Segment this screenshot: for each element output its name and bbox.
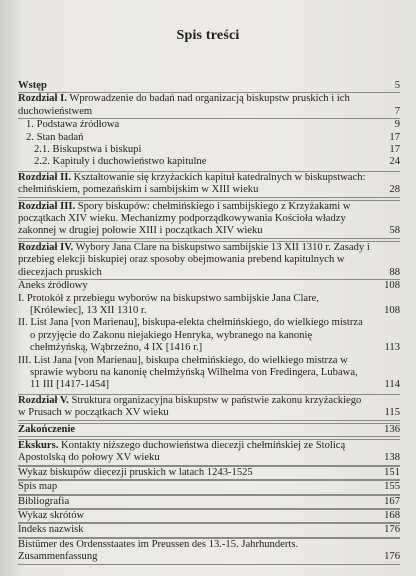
toc-entry-appendix-1: [18, 293, 400, 318]
entry-page: 113: [384, 342, 400, 354]
toc-entry-2-2: [18, 156, 400, 168]
entry-bold: Rozdział II.: [18, 171, 71, 183]
toc-entry-chapter-1: [18, 92, 400, 119]
toc-entry-abbreviations: [18, 509, 400, 523]
entry-bold: Rozdział V.: [18, 394, 69, 406]
entry-bold: Ekskurs.: [18, 439, 59, 451]
entry-page: 176: [384, 551, 400, 563]
entry-text: Bibliografia: [18, 495, 70, 507]
entry-page: 9: [394, 119, 400, 131]
toc-entry-excursus: [18, 439, 400, 466]
entry-page: 168: [384, 510, 400, 521]
entry-page: 17: [389, 144, 400, 156]
page-title: Spis treści: [176, 28, 240, 43]
entry-page: 17: [389, 131, 400, 143]
entry-page: 88: [389, 266, 400, 278]
entry-text: Kształtowanie się krzyżackich kapituł katedralnych w biskupstwach: chełmińskiem, pomezańskim i sambijskim w XIII wieku: [18, 171, 366, 196]
entry-bold: Rozdział I.: [18, 93, 67, 105]
entry-page: 114: [384, 379, 400, 391]
toc-entry-chapter-3: [18, 200, 400, 239]
entry-page: 138: [384, 452, 400, 464]
entry-page: 58: [389, 225, 400, 237]
toc-entry-summary: [18, 538, 400, 565]
toc-entry-appendix: [18, 280, 400, 292]
toc-entry-bibliography: [18, 495, 400, 509]
entry-bold: Wstęp: [18, 80, 47, 91]
entry-bold: Rozdział III.: [18, 200, 76, 212]
entry-page: 108: [384, 304, 400, 316]
entry-text: Wprowadzenie do badań nad organizacją biskupstw pruskich i ich duchowieństwem: [18, 93, 350, 117]
entry-page: 151: [384, 466, 400, 478]
entry-page: 7: [394, 105, 400, 117]
toc-entry-1: [18, 119, 400, 131]
entry-page: 167: [384, 495, 400, 507]
toc-entry-bishops-list: [18, 466, 400, 480]
toc-entry-2-1: [18, 144, 400, 156]
toc-entry-2: [18, 132, 400, 144]
entry-text: 1. Podstawa źródłowa: [26, 119, 120, 131]
entry-page: 24: [389, 156, 400, 168]
entry-text: I. Protokół z przebiegu wyborów na biskupstwo sambijskie Jana Clare, [Królewiec], 13 XII 1310 r.: [18, 292, 319, 316]
entry-text: Wykaz skrótów: [18, 510, 85, 521]
entry-page: 115: [384, 407, 400, 419]
entry-text: Struktura organizacyjna biskupstw w państwie zakonu krzyżackiego w Prusach w początkach XV wieku: [18, 394, 362, 419]
entry-text: Spis map: [18, 481, 58, 493]
entry-text: II. List Jana [von Marienau], biskupa-elekta chełmińskiego, do wielkiego mistrza o przyjęcie do Zakonu niejakiego Henryka, wybranego na kanonię chełmżyńską, Wąbrzeźno, 4 IX [1416 r.]: [18, 317, 363, 354]
entry-page: 136: [384, 423, 400, 435]
entry-text: 2. Stan badań: [26, 131, 84, 143]
entry-text: Indeks nazwisk: [18, 524, 84, 536]
entry-page: 176: [384, 524, 400, 536]
entry-text: Bistümer des Ordensstaates im Preussen des 13.-15. Jahrhunderts. Zusammenfassung: [18, 538, 299, 563]
entry-text: 2.2. Kapituły i duchowieństwo kapitulne: [34, 156, 207, 168]
entry-bold: Rozdział IV.: [18, 241, 74, 253]
entry-text: Kontakty niższego duchowieństwa diecezji chełmińskiej ze Stolicą Apostolską do połowy XV wieku: [18, 439, 346, 464]
entry-text: Wybory Jana Clare na biskupstwo sambijskie 13 XII 1310 r. Zasady i przebieg elekcji biskupiej oraz sposoby obejmowania prebend kapitulnych w diecezjach pruskich: [18, 241, 370, 278]
entry-bold: Zakończenie: [18, 423, 76, 435]
entry-text: Aneks źródłowy: [18, 280, 88, 292]
table-of-contents: [18, 80, 400, 565]
toc-entry-conclusion: [18, 423, 400, 437]
entry-text: Wykaz biskupów diecezji pruskich w latach 1243-1525: [18, 466, 253, 478]
toc-entry-wstep: [18, 80, 400, 92]
toc-entry-chapter-2: [18, 171, 400, 198]
entry-text: 2.1. Biskupstwa i biskupi: [34, 144, 142, 156]
entry-page: 155: [384, 481, 400, 493]
entry-page: 5: [394, 80, 400, 91]
toc-entry-maps: [18, 480, 400, 494]
entry-text: Spory biskupów: chełmińskiego i sambijskiego z Krzyżakami w początkach XIV wieku. Mechanizmy podporządkowywania Kościoła władzy zakonnej w drugiej połowie XIII i początkach XIV wieku: [18, 200, 351, 237]
toc-entry-appendix-3: [18, 355, 400, 392]
toc-entry-index: [18, 523, 400, 537]
entry-text: III. List Jana [von Marienau], biskupa chełmińskiego, do wielkiego mistrza w sprawie wyboru na kanonię chełmżyńską Wilhelma von Fredingera, Lubawa, 11 III [1417-1454]: [18, 354, 358, 391]
toc-entry-chapter-5: [18, 394, 400, 421]
toc-entry-chapter-4: [18, 241, 400, 280]
entry-page: 108: [384, 280, 400, 292]
entry-page: 28: [389, 184, 400, 196]
toc-entry-appendix-2: [18, 317, 400, 354]
